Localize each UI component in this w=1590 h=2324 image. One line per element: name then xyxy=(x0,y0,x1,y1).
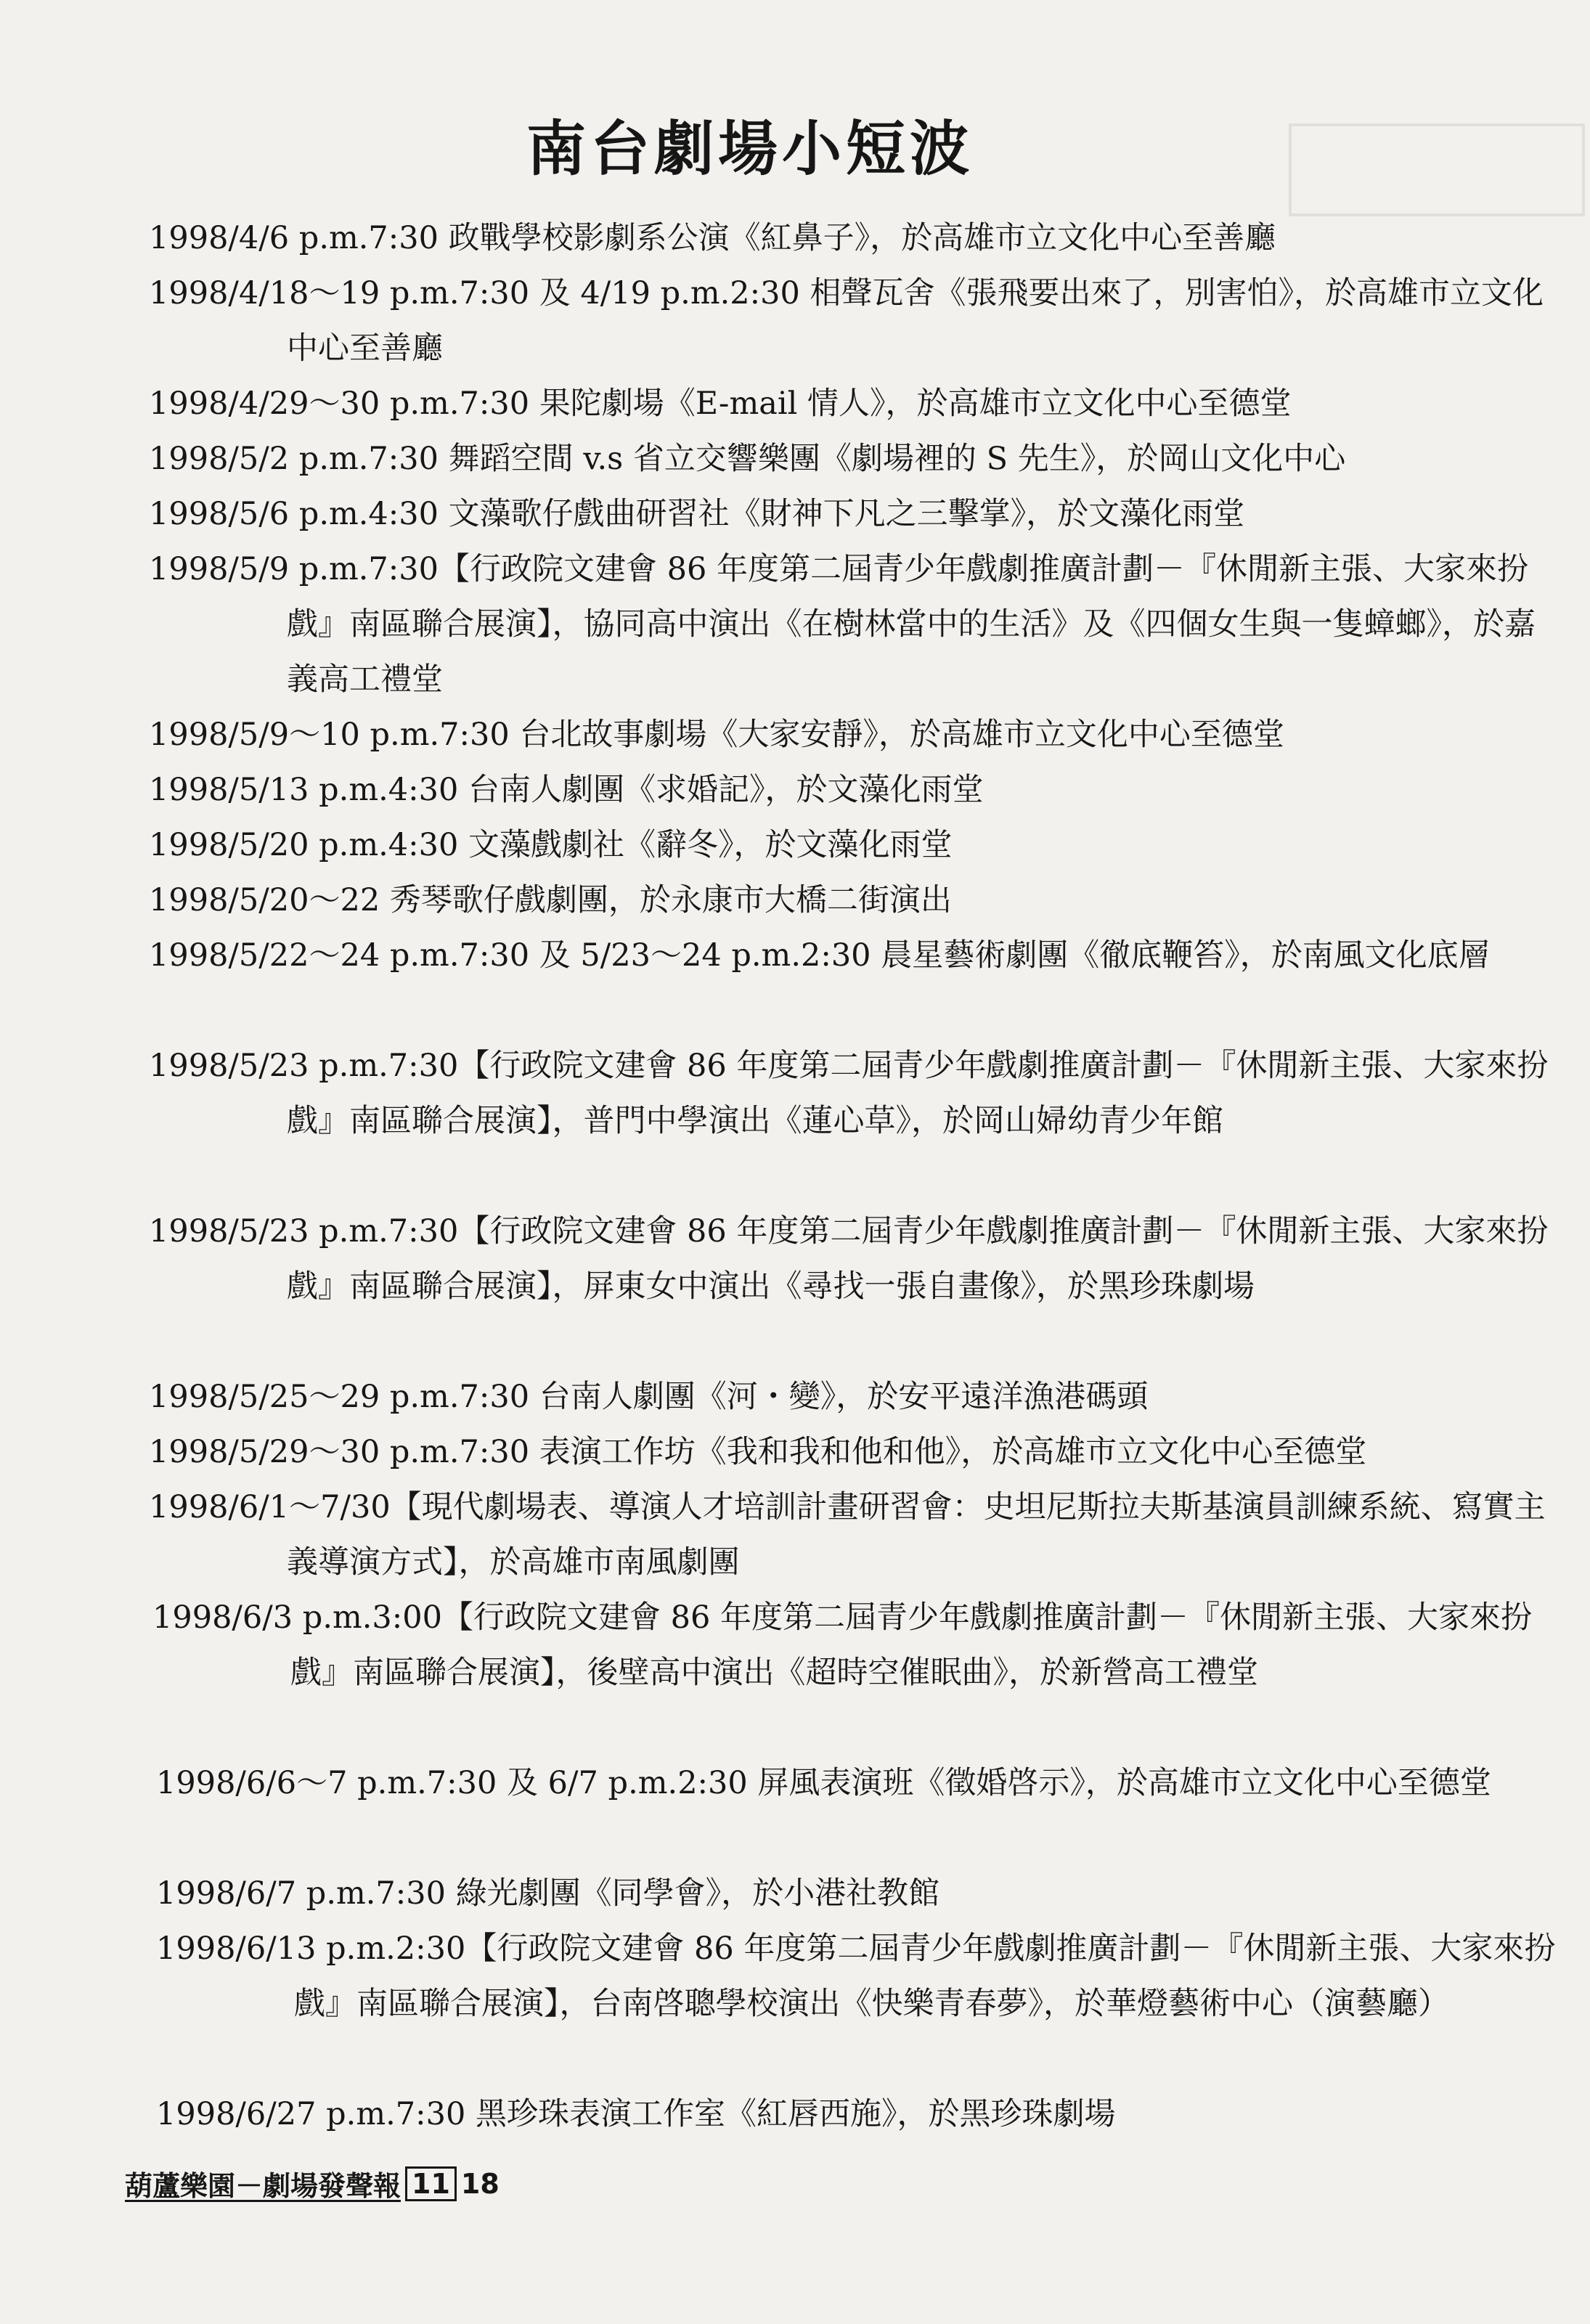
event-entry: 1998/6/1～7/30【現代劇場表、導演人才培訓計畫研習會：史坦尼斯拉夫斯基演員訓練系統、寫實主義導演方式】，於高雄市南風劇團 xyxy=(149,1489,1546,1581)
event-entry: 1998/4/6 p.m.7:30 政戰學校影劇系公演《紅鼻子》，於高雄市立文化中心至善廳 xyxy=(149,220,1276,256)
event-entry: 1998/5/20 p.m.4:30 文藻戲劇社《辭冬》，於文藻化雨堂 xyxy=(149,827,953,863)
event-entry: 1998/5/9 p.m.7:30【行政院文建會 86 年度第二屆青少年戲劇推廣計劃－『休閒新主張、大家來扮戲』南區聯合展演】，協同高中演出《在樹林當中的生活》及《四個女生與一隻蟑螂》，於嘉義高工禮堂 xyxy=(149,551,1536,698)
event-entry: 1998/5/23 p.m.7:30【行政院文建會 86 年度第二屆青少年戲劇推廣計劃－『休閒新主張、大家來扮戲』南區聯合展演】，普門中學演出《蓮心草》，於岡山婦幼青少年館 xyxy=(149,1048,1549,1139)
event-entry: 1998/6/6～7 p.m.7:30 及 6/7 p.m.2:30 屏風表演班《徵婚啓示》，於高雄市立文化中心至德堂 xyxy=(156,1765,1491,1801)
page-footer xyxy=(125,2164,500,2203)
event-entry: 1998/4/29～30 p.m.7:30 果陀劇場《E-mail 情人》，於高雄市立文化中心至德堂 xyxy=(149,386,1292,422)
issue-number: 11 xyxy=(405,2166,457,2201)
event-entry: 1998/5/13 p.m.4:30 台南人劇團《求婚記》，於文藻化雨堂 xyxy=(149,772,984,808)
event-entry: 1998/6/3 p.m.3:00【行政院文建會 86 年度第二屆青少年戲劇推廣計劃－『休閒新主張、大家來扮戲』南區聯合展演】，後壁高中演出《超時空催眠曲》，於新營高工禮堂 xyxy=(152,1599,1533,1691)
page-number: 18 xyxy=(460,2167,500,2200)
event-entry: 1998/5/22～24 p.m.7:30 及 5/23～24 p.m.2:30 晨星藝術劇團《徹底鞭笞》，於南風文化底層 xyxy=(149,937,1490,974)
event-entry: 1998/5/9～10 p.m.7:30 台北故事劇場《大家安靜》，於高雄市立文化中心至德堂 xyxy=(149,717,1284,753)
event-entry: 1998/5/29～30 p.m.7:30 表演工作坊《我和我和他和他》，於高雄市立文化中心至德堂 xyxy=(149,1434,1367,1470)
event-entry: 1998/5/20～22 秀琴歌仔戲劇團，於永康市大橋二街演出 xyxy=(149,882,952,918)
event-entry: 1998/5/23 p.m.7:30【行政院文建會 86 年度第二屆青少年戲劇推廣計劃－『休閒新主張、大家來扮戲』南區聯合展演】，屏東女中演出《尋找一張自畫像》，於黑珍珠劇場 xyxy=(149,1213,1549,1305)
event-entry: 1998/5/25～29 p.m.7:30 台南人劇團《河・變》，於安平遠洋漁港碼頭 xyxy=(149,1379,1149,1415)
event-entry: 1998/4/18～19 p.m.7:30 及 4/19 p.m.2:30 相聲瓦舍《張飛要出來了，別害怕》，於高雄市立文化中心至善廳 xyxy=(149,275,1544,367)
event-entry: 1998/6/7 p.m.7:30 綠光劇團《同學會》，於小港社教館 xyxy=(156,1875,940,1912)
page-title: 南台劇場小短波 xyxy=(526,115,974,184)
event-entry: 1998/6/13 p.m.2:30【行政院文建會 86 年度第二屆青少年戲劇推廣計劃－『休閒新主張、大家來扮戲』南區聯合展演】，台南啓聰學校演出《快樂青春夢》，於華燈藝術中心（演藝廳） xyxy=(156,1930,1556,2022)
event-entry: 1998/6/27 p.m.7:30 黑珍珠表演工作室《紅唇西施》，於黑珍珠劇場 xyxy=(156,2096,1116,2132)
event-entry: 1998/5/2 p.m.7:30 舞蹈空間 v.s 省立交響樂團《劇場裡的 S 先生》，於岡山文化中心 xyxy=(149,441,1346,477)
publication-name: 葫蘆樂園－劇場發聲報 xyxy=(125,2170,401,2202)
event-entry: 1998/5/6 p.m.4:30 文藻歌仔戲曲研習社《財神下凡之三擊掌》，於文藻化雨堂 xyxy=(149,496,1245,532)
